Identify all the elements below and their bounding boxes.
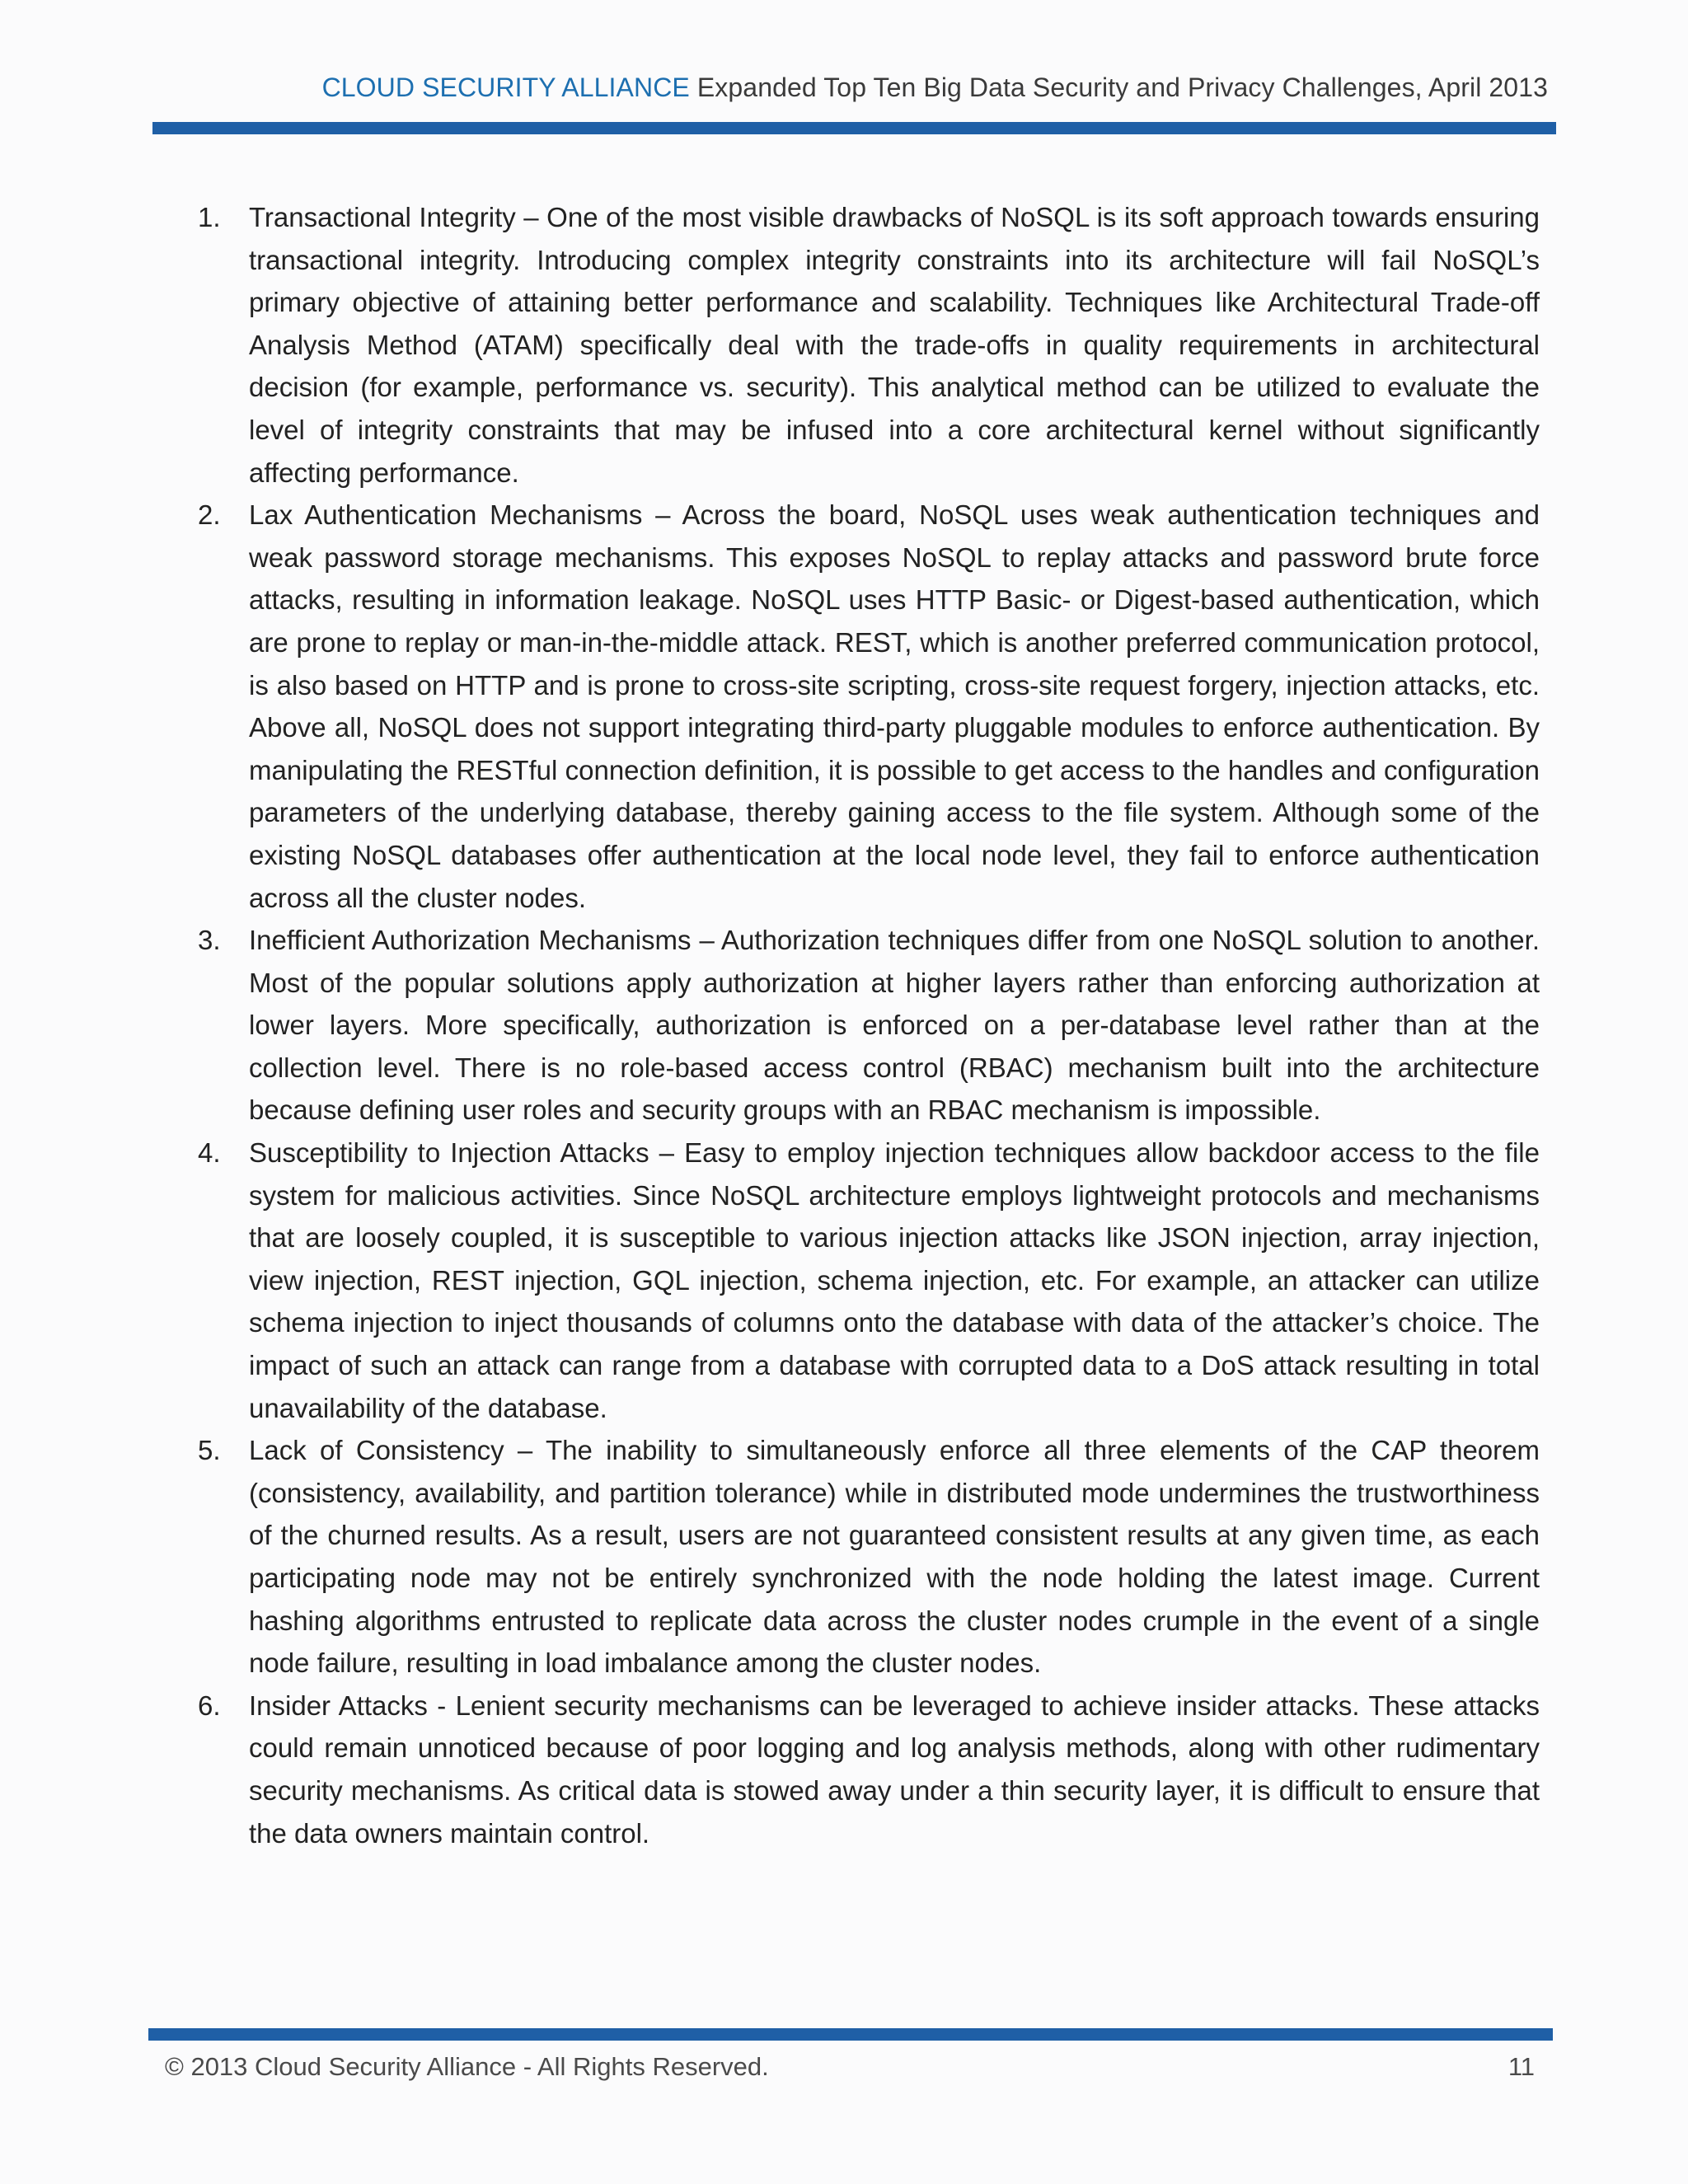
- list-item-text: Insider Attacks - Lenient security mechanisms can be leveraged to achieve insider attacks. These attacks could remain unnoticed because of poor logging and log analysis methods, along with other rudimentary security mechanisms. As critical data is stowed away under a thin security layer, it is difficult to ensure that the data owners maintain control.: [249, 1690, 1540, 1849]
- list-item-number: 2.: [198, 499, 221, 531]
- list-item: [198, 494, 1540, 919]
- page-number: 11: [1507, 2052, 1535, 2081]
- list-item: [198, 1685, 1540, 1854]
- list-item-number: 1.: [198, 202, 221, 232]
- page-body: [198, 196, 1540, 1854]
- list-item: [198, 196, 1540, 494]
- list-item: [198, 919, 1540, 1132]
- list-item-number: 4.: [198, 1137, 221, 1169]
- list-item-text: Lack of Consistency – The inability to simultaneously enforce all three elements of the CAP theorem (consistency, availability, and partition tolerance) while in distributed mode undermines the trustworthiness of the churned results. As a result, users are not guaranteed consistent results at any given time, as each participating node may not be entirely synchronized with the node holding the latest image. Current hashing algorithms entrusted to replicate data across the cluster nodes crumple in the event of a single node failure, resulting in load imbalance among the cluster nodes.: [249, 1435, 1540, 1679]
- list-item-text: Lax Authentication Mechanisms – Across the board, NoSQL uses weak authentication techniques and weak password storage mechanisms. This exposes NoSQL to replay attacks and password brute force attacks, resulting in information leakage. NoSQL uses HTTP Basic- or Digest-based authentication, which are prone to replay or man-in-the-middle attack. REST, which is another preferred communication protocol, is also based on HTTP and is prone to cross-site scripting, cross-site request forgery, injection attacks, etc. Above all, NoSQL does not support integrating third-party pluggable modules to enforce authentication. By manipulating the RESTful connection definition, it is possible to get access to the handles and configuration parameters of the underlying database, thereby gaining access to the file system. Although some of the existing NoSQL databases offer authentication at the local node level, they fail to enforce authentication across all the cluster nodes.: [249, 499, 1540, 913]
- footer-rule: [148, 2028, 1553, 2041]
- footer-copyright: © 2013 Cloud Security Alliance - All Rights Reserved.: [165, 2052, 769, 2081]
- list-item-number: 3.: [198, 925, 221, 956]
- list-item-text: Transactional Integrity – One of the most visible drawbacks of NoSQL is its soft approach towards ensuring transactional integrity. Introducing complex integrity constraints into its architecture will fail NoSQL’s primary objective of attaining better performance and scalability. Techniques like Architectural Trade-off Analysis Method (ATAM) specifically deal with the trade-offs in quality requirements in architectural decision (for example, performance vs. security). This analytical method can be utilized to evaluate the level of integrity constraints that may be infused into a core architectural kernel without significantly affecting performance.: [249, 202, 1540, 488]
- list-item-text: Inefficient Authorization Mechanisms – Authorization techniques differ from one NoSQL solution to another. Most of the popular solutions apply authorization at higher layers rather than enforcing authorization at lower layers. More specifically, authorization is enforced on a per-database level rather than at the collection level. There is no role-based access control (RBAC) mechanism built into the architecture because defining user roles and security groups with an RBAC mechanism is impossible.: [249, 925, 1540, 1126]
- list-item-number: 5.: [198, 1435, 221, 1466]
- running-header: [322, 73, 1548, 103]
- list-item-text: Susceptibility to Injection Attacks – Easy to employ injection techniques allow backdoor access to the file system for malicious activities. Since NoSQL architecture employs lightweight protocols and mechanisms that are loosely coupled, it is susceptible to various injection attacks like JSON injection, array injection, view injection, REST injection, GQL injection, schema injection, etc. For example, an attacker can utilize schema injection to inject thousands of columns onto the database with data of the attacker’s choice. The impact of such an attack can range from a database with corrupted data to a DoS attack resulting in total unavailability of the database.: [249, 1137, 1540, 1423]
- list-item: [198, 1132, 1540, 1429]
- list-item: [198, 1429, 1540, 1685]
- header-rule: [152, 122, 1556, 134]
- challenge-list: [198, 196, 1540, 1854]
- header-document-title: Expanded Top Ten Big Data Security and Privacy Challenges, April 2013: [696, 73, 1548, 102]
- list-item-number: 6.: [198, 1690, 221, 1721]
- header-organization: CLOUD SECURITY ALLIANCE: [321, 73, 690, 102]
